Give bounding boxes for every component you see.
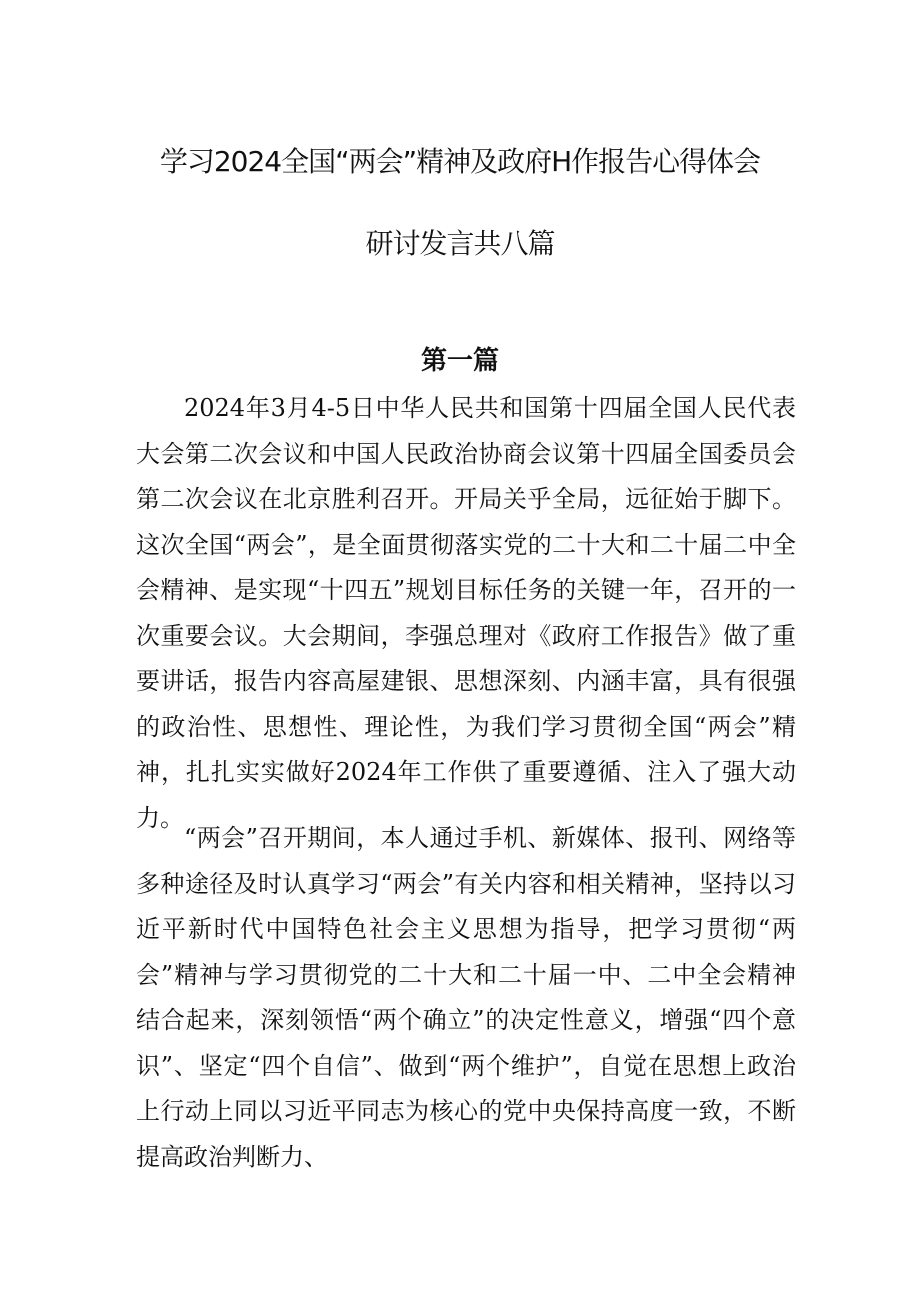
body-paragraph-2: “两会”召开期间，本人通过手机、新媒体、报刊、网络等多种途径及时认真学习“两会”有关内容和相关精神，坚持以习近平新时代中国特色社会主义思想为指导，把学习贯彻“两会”精神与学习贯彻党的二十大和二十届一中、二中全会精神结合起来，深刻领悟“两个确立”的决定性意义，增强“四个意识”、坚定“四个自信”、做到“两个维护”，自觉在思想上政治上行动上同以习近平同志为核心的党中央保持高度一致，不断提高政治判断力、 [136,824,796,1171]
body-paragraph-1: 2024年3月4-5日中华人民共和国第十四届全国人民代表大会第二次会议和中国人民政治协商会议第十四届全国委员会第二次会议在北京胜利召开。开局关乎全局，远征始于脚下。这次全国“两会”，是全面贯彻落实党的二十大和二十届二中全会精神、是实现“十四五”规划目标任务的关键一年，召开的一次重要会议。大会期间，李强总理对《政府工作报告》做了重要讲话，报告内容高屋建银、思想深刻、内涵丰富，具有很强的政治性、思想性、理论性，为我们学习贯彻全国“两会”精神，扎扎实实做好2024年工作供了重要遵循、注入了强大动力。 [136,394,796,832]
document-title-line-2: 研讨发言共八篇 [365,227,555,260]
section-heading: 第一篇 [420,346,499,376]
document-title-line-1: 学习2024全国“两会”精神及政府H作报告心得体会 [159,145,761,178]
